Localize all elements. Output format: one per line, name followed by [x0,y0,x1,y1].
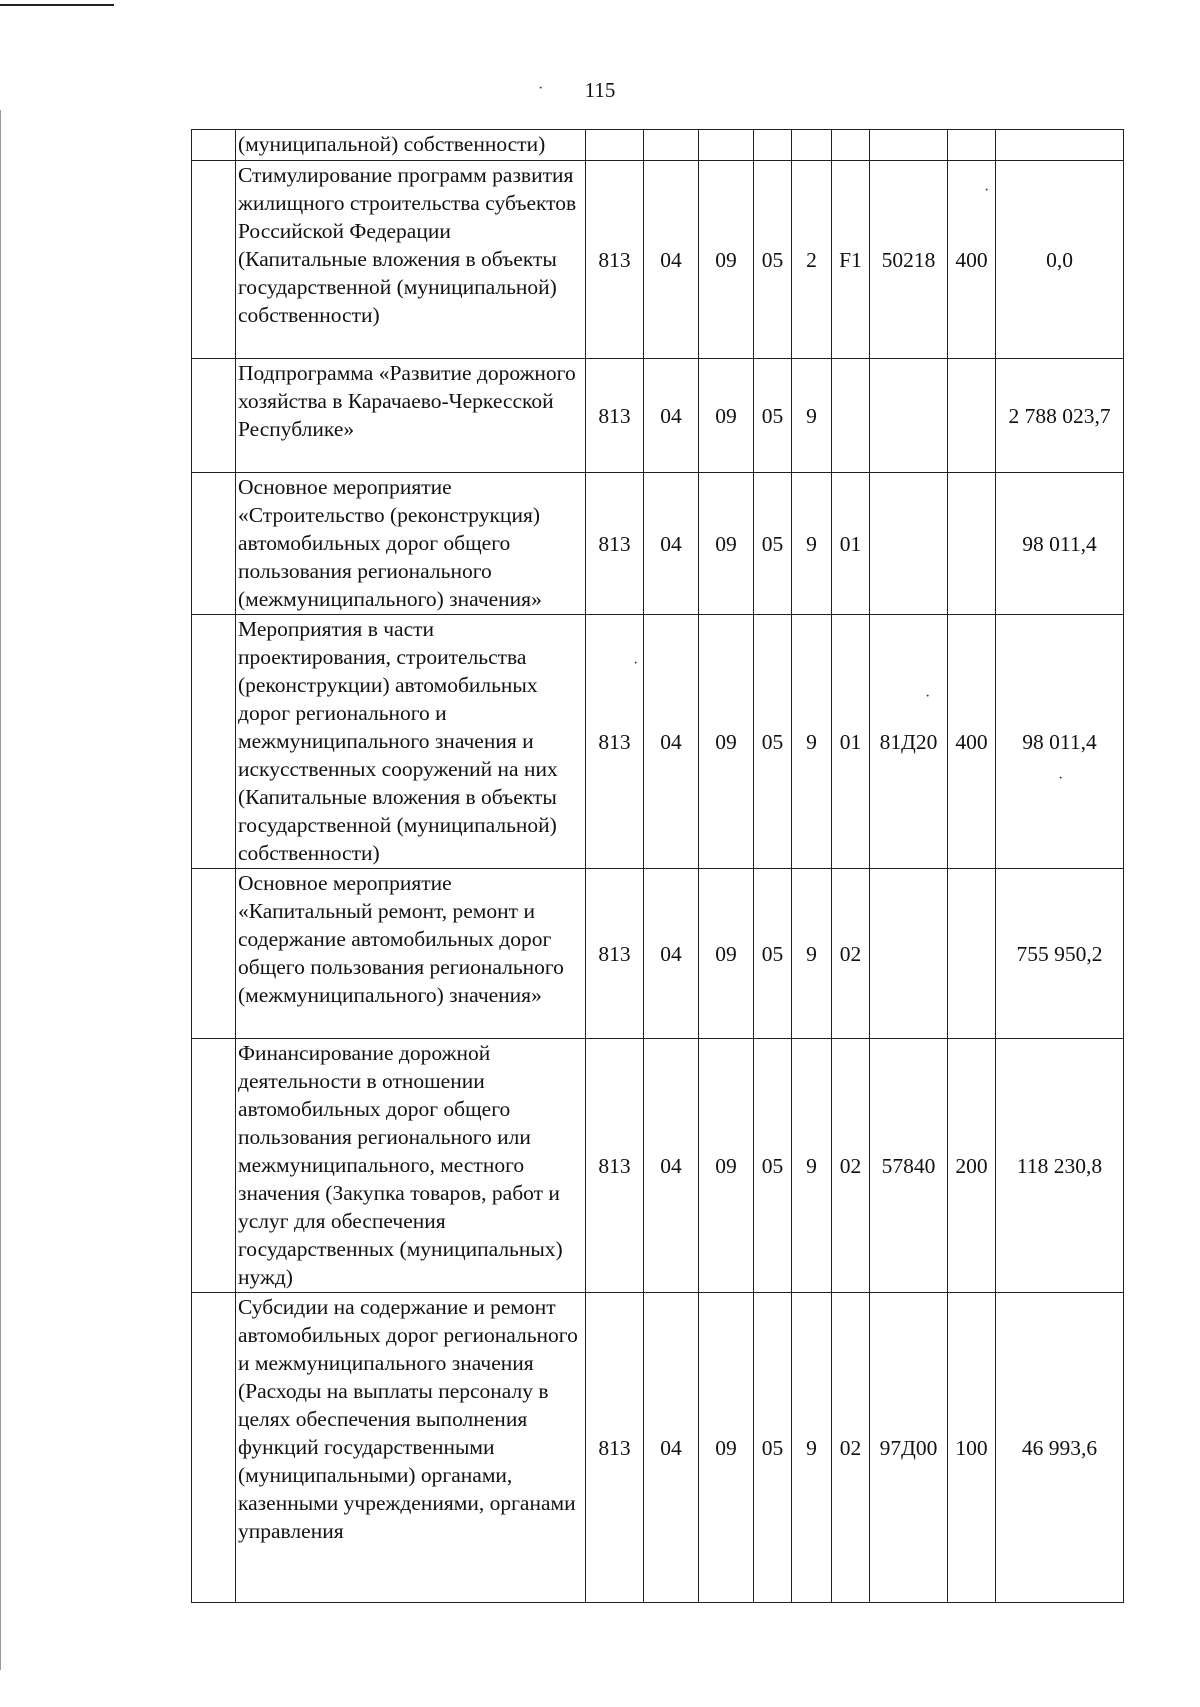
subsection-code: 09 [699,1039,754,1293]
activity-code: 02 [832,1039,870,1293]
program-code: 05 [754,161,792,359]
expense-type-code [948,869,996,1039]
admin-code: 813 [586,869,644,1039]
amount: 0,0 [996,161,1124,359]
row-index-cell [192,130,236,161]
scan-speck: · [538,80,544,97]
subprogram-code: 9 [792,473,832,615]
section-code: 04 [644,615,699,869]
item-name: Подпрограмма «Развитие дорожного хозяйства в Карачаево-Черкесской Республике» [236,359,586,473]
amount: 755 950,2 [996,869,1124,1039]
page-left-edge [0,110,1,1670]
program-code: 05 [754,1293,792,1603]
corner-rule [0,4,114,6]
section-code: 04 [644,473,699,615]
amount: 98 011,4 [996,615,1124,869]
subprogram-code [792,130,832,161]
scan-speck: · [633,655,639,672]
admin-code: 813 [586,473,644,615]
row-index-cell [192,161,236,359]
row-index-cell [192,1039,236,1293]
direction-code [870,473,948,615]
expense-type-code: 100 [948,1293,996,1603]
row-index-cell [192,869,236,1039]
direction-code: 50218 [870,161,948,359]
amount: 118 230,8 [996,1039,1124,1293]
direction-code: 57840 [870,1039,948,1293]
direction-code [870,869,948,1039]
subsection-code [699,130,754,161]
table-row [192,359,1124,473]
program-code [754,130,792,161]
direction-code [870,359,948,473]
activity-code: F1 [832,161,870,359]
subprogram-code: 2 [792,161,832,359]
item-name: Субсидии на содержание и ремонт автомобильных дорог регионального и межмуниципального значения (Расходы на выплаты персоналу в целях обеспечения выполнения функций государственными (муниципальными) органами, казенными учреждениями, органами управления [236,1293,586,1603]
row-index-cell [192,615,236,869]
subprogram-code: 9 [792,1039,832,1293]
row-index-cell [192,1293,236,1603]
program-code: 05 [754,869,792,1039]
item-name: Основное мероприятие «Строительство (реконструкция) автомобильных дорог общего пользования регионального (межмуниципального) значения» [236,473,586,615]
table-row [192,1039,1124,1293]
admin-code: 813 [586,1293,644,1603]
subprogram-code: 9 [792,615,832,869]
program-code: 05 [754,359,792,473]
direction-code [870,130,948,161]
admin-code: 813 [586,161,644,359]
activity-code: 02 [832,1293,870,1603]
table-row [192,1293,1124,1603]
section-code: 04 [644,359,699,473]
table-row [192,869,1124,1039]
admin-code: 813 [586,615,644,869]
row-index-cell [192,473,236,615]
activity-code [832,130,870,161]
activity-code [832,359,870,473]
table-row [192,615,1124,869]
expense-type-code [948,473,996,615]
amount: 98 011,4 [996,473,1124,615]
item-name: Основное мероприятие «Капитальный ремонт, ремонт и содержание автомобильных дорог общего пользования регионального (межмуниципального) значения» [236,869,586,1039]
subprogram-code: 9 [792,359,832,473]
expense-type-code: 200 [948,1039,996,1293]
subsection-code: 09 [699,615,754,869]
section-code: 04 [644,1039,699,1293]
expense-type-code [948,130,996,161]
subsection-code: 09 [699,1293,754,1603]
item-name: Финансирование дорожной деятельности в отношении автомобильных дорог общего пользования регионального или межмуниципального, местного значения (Закупка товаров, работ и услуг для обеспечения государственных (муниципальных) нужд) [236,1039,586,1293]
section-code [644,130,699,161]
page-number: 115 [584,78,616,102]
subsection-code: 09 [699,869,754,1039]
table-row [192,161,1124,359]
expense-type-code [948,359,996,473]
scan-speck: · [1058,770,1064,787]
scan-speck: · [984,182,990,199]
table-row [192,473,1124,615]
admin-code: 813 [586,1039,644,1293]
item-name: Стимулирование программ развития жилищного строительства субъектов Российской Федерации (Капитальные вложения в объекты государственной (муниципальной) собственности) [236,161,586,359]
section-code: 04 [644,869,699,1039]
direction-code: 81Д20 [870,615,948,869]
subsection-code: 09 [699,473,754,615]
subsection-code: 09 [699,359,754,473]
scan-speck: · [925,688,931,705]
amount: 2 788 023,7 [996,359,1124,473]
activity-code: 01 [832,473,870,615]
amount: 46 993,6 [996,1293,1124,1603]
item-name: (муниципальной) собственности) [236,130,586,161]
activity-code: 01 [832,615,870,869]
direction-code: 97Д00 [870,1293,948,1603]
section-code: 04 [644,161,699,359]
table-row [192,130,1124,161]
subprogram-code: 9 [792,1293,832,1603]
program-code: 05 [754,615,792,869]
admin-code: 813 [586,359,644,473]
row-index-cell [192,359,236,473]
item-name: Мероприятия в части проектирования, строительства (реконструкции) автомобильных дорог регионального и межмуниципального значения и искусственных сооружений на них (Капитальные вложения в объекты государственной (муниципальной) собственности) [236,615,586,869]
expense-type-code: 400 [948,161,996,359]
section-code: 04 [644,1293,699,1603]
program-code: 05 [754,1039,792,1293]
admin-code [586,130,644,161]
expense-type-code: 400 [948,615,996,869]
program-code: 05 [754,473,792,615]
subprogram-code: 9 [792,869,832,1039]
activity-code: 02 [832,869,870,1039]
amount [996,130,1124,161]
budget-table [191,129,1124,1603]
subsection-code: 09 [699,161,754,359]
